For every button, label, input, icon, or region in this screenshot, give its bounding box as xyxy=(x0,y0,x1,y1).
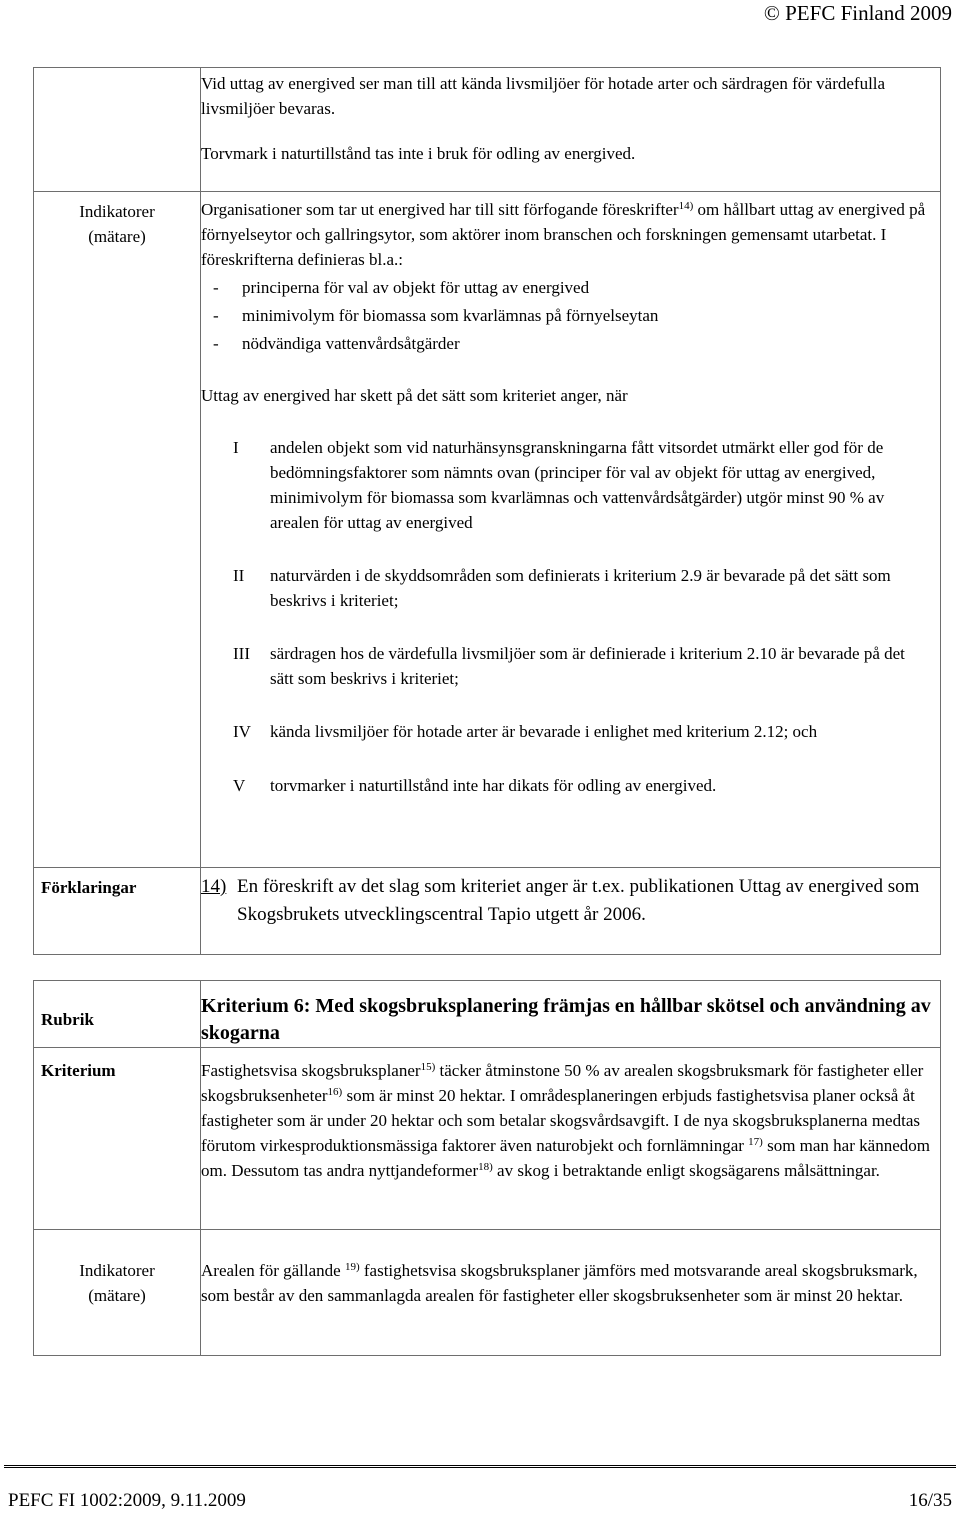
list-item: - principerna för val av objekt för uttag av energived xyxy=(213,278,590,297)
intro-paragraph-2: Torvmark i naturtillstånd tas inte i bruk för odling av energived. xyxy=(201,144,636,163)
heading-label: Rubrik xyxy=(41,1010,94,1029)
rules-list xyxy=(201,274,940,358)
indicators-cell xyxy=(201,192,941,868)
indicators-text: Arealen för gällande $^{19)}$ fastighetsvisa skogsbruksplaner jämförs med motsvarande areal skogsbruksmark, som består av den sammanlagda arealen för fastigheter eller skogsbruksenheter som är minst 20 hektar. xyxy=(201,1261,918,1305)
condition-item: IV kända livsmiljöer för hotade arter är bevarade i enlighet med kriterium 2.12; och xyxy=(233,722,818,741)
header-copyright: © PEFC Finland 2009 xyxy=(763,1,952,25)
criterion-label: Kriterium xyxy=(41,1061,116,1080)
condition-intro: Uttag av energived har skett på det sätt som kriteriet anger, när xyxy=(201,386,628,405)
heading-label-cell xyxy=(34,981,201,1048)
page-number: 16/35 xyxy=(908,1490,952,1511)
condition-item: V torvmarker i naturtillstånd inte har dikats för odling av energived. xyxy=(233,776,717,795)
footnote-ref-18: 18) xyxy=(478,1161,493,1173)
indicators-paragraph: Organisationer som tar ut energived har till sitt förfogande föreskrifter$^{14)}$ om hållbart uttag av energived på förnyelseytor och gallringsytor, som aktörer inom branschen och forskningen gemensamt utarbetat. I föreskrifterna definieras bl.a.: xyxy=(201,200,926,269)
indicators-label: Indikatorer xyxy=(79,202,155,221)
footnote-ref-16: 16) xyxy=(327,1086,343,1098)
criterion-cell xyxy=(201,1048,941,1230)
condition-item: III särdragen hos de värdefulla livsmiljöer som är definierade i kriterium 2.10 är bevarade på det sätt som beskrivs i kriteriet; xyxy=(233,644,905,688)
indicators-label: Indikatorer xyxy=(79,1261,155,1280)
criterion-text: Fastighetsvisa skogsbruksplaner$^{15)}$ täcker åtminstone 50 % av arealen skogsbruksmark för fastigheter eller skogsbruksenheter$^{16)}$ som är minst 20 hektar. I områdesplaneringen erbjuds fastighetsvisa planer också åt fastigheter som är under 20 hektar och som betalar skogsvårdsavgift. I de nya skogsbruksplanerna medtas förutom virkesproduktionsmässiga faktorer även naturobjekt och fornlämningar $^{17)}$ som man har kännedom om. Dessutom tas andra nyttjandeformer$^{18)}$ av skog i betraktande enligt skogsägarens målsättningar. xyxy=(201,1061,930,1180)
criterion-label-cell xyxy=(34,1048,201,1230)
footnote-ref-19: 19) xyxy=(344,1261,360,1273)
footer-divider xyxy=(4,1465,956,1468)
footnote-14: 14) En föreskrift av det slag som kriteriet anger är t.ex. publikationen Uttag av energived som Skogsbrukets utvecklingscentral Tapio utgett år 2006. xyxy=(201,876,920,925)
footnote-ref-15: 15) xyxy=(420,1061,436,1073)
explanations-label-cell xyxy=(34,868,201,955)
explanations-cell xyxy=(201,868,941,955)
criterion-heading: Kriterium 6: Med skogsbruksplanering främjas en hållbar skötsel och användning av skogarna xyxy=(201,995,931,1044)
criterion-6-table xyxy=(33,980,941,1356)
list-item: - minimivolym för biomassa som kvarlämnas på förnyelseytan xyxy=(213,306,659,325)
footnote-ref-17: 17) xyxy=(748,1136,763,1148)
criteria-table-continued xyxy=(33,67,941,955)
indicators-label-sub: (mätare) xyxy=(88,227,146,246)
footnote-ref-14: 14) xyxy=(678,200,694,212)
indicators-cell xyxy=(201,1230,941,1356)
list-item: - nödvändiga vattenvårdsåtgärder xyxy=(213,334,460,353)
explanations-label: Förklaringar xyxy=(41,878,137,897)
condition-item: I andelen objekt som vid naturhänsynsgranskningarna fått vitsordet utmärkt eller god för de bedömningsfaktorer som nämnts ovan (principer för val av objekt för uttag av energived, minimivolym för biomassa som kvarlämnas och vattenvårdsåtgärder) utgör minst 90 % av arealen för uttag av energived xyxy=(233,438,885,532)
indicators-label-cell xyxy=(34,192,201,868)
intro-paragraph-1: Vid uttag av energived ser man till att kända livsmiljöer för hotade arter och särdragen för värdefulla livsmiljöer bevaras. xyxy=(201,74,886,118)
indicators-label-cell xyxy=(34,1230,201,1356)
document-reference: PEFC FI 1002:2009, 9.11.2009 xyxy=(8,1490,246,1511)
intro-cell xyxy=(201,68,941,192)
empty-label-cell xyxy=(34,68,201,192)
indicators-label-sub: (mätare) xyxy=(88,1286,146,1305)
heading-cell xyxy=(201,981,941,1048)
condition-item: II naturvärden i de skyddsområden som definierats i kriterium 2.9 är bevarade på det sätt som beskrivs i kriteriet; xyxy=(233,566,891,610)
